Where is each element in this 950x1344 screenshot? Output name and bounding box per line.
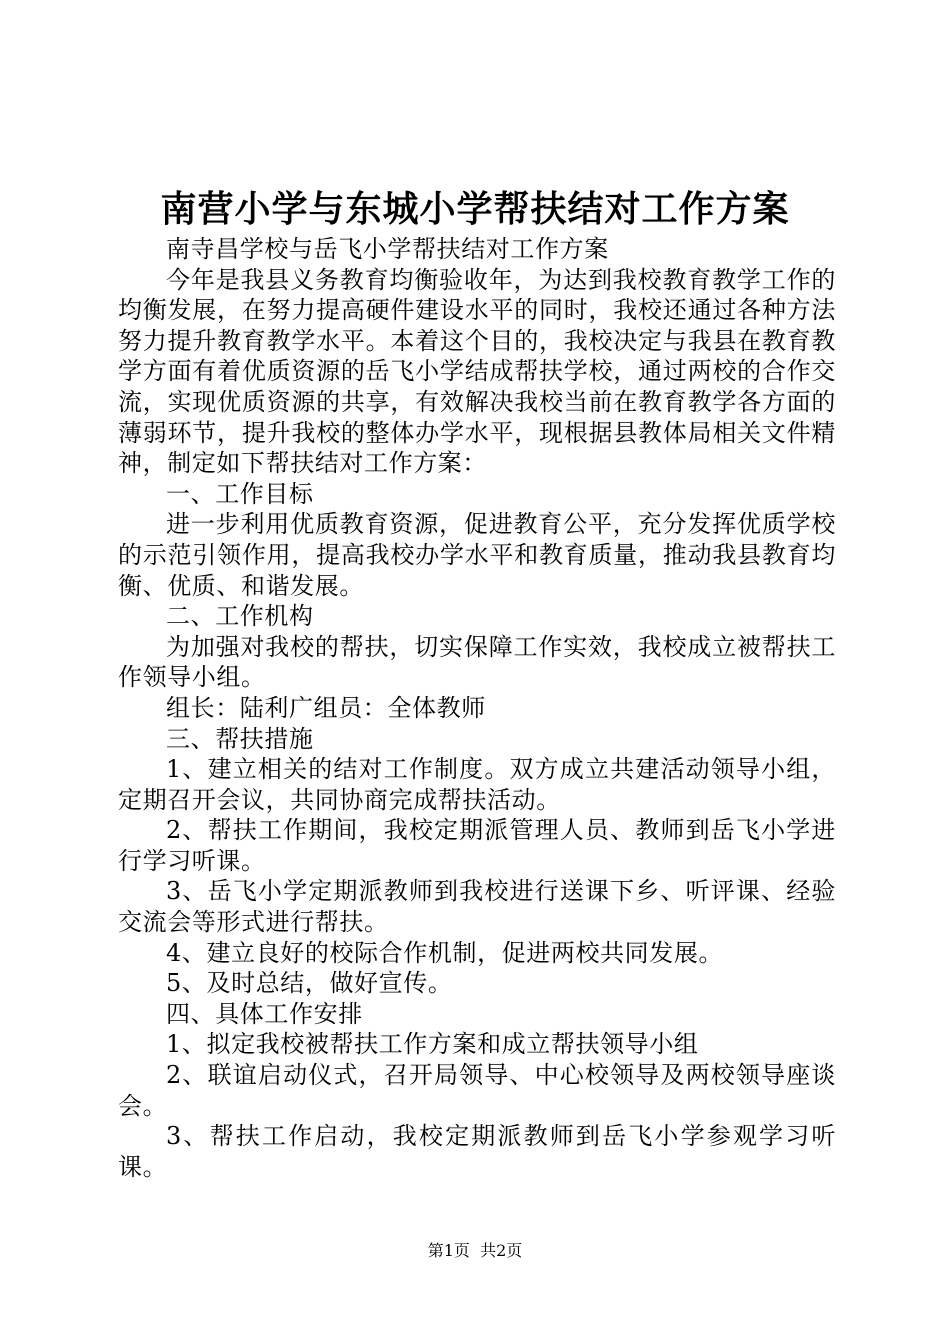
- section-heading-measures: 三、帮扶措施: [166, 724, 314, 753]
- page-number: 第1页: [427, 1241, 470, 1260]
- organization-paragraph: 为加强对我校的帮扶，切实保障工作实效，我校成立被帮扶工作领导小组。: [118, 632, 836, 692]
- document-title: 南营小学与东城小学帮扶结对工作方案: [160, 188, 790, 230]
- subtitle-paragraph: 南寺昌学校与岳飞小学帮扶结对工作方案: [166, 235, 609, 263]
- team-members-paragraph: 组长：陆利广组员：全体教师: [166, 693, 486, 722]
- document-body: [118, 234, 836, 1182]
- measure-item-4: 4、建立良好的校际合作机制，促进两校共同发展。: [166, 938, 724, 967]
- measure-item-5: 5、及时总结，做好宣传。: [166, 969, 453, 998]
- goals-paragraph: 进一步利用优质教育资源，促进教育公平，充分发挥优质学校的示范引领作用，提高我校办学水平和教育质量，推动我县教育均衡、优质、和谐发展。: [118, 510, 836, 600]
- measure-item-1: 1、建立相关的结对工作制度。双方成立共建活动领导小组，定期召开会议，共同协商完成帮扶活动。: [118, 755, 836, 814]
- measure-item-2: 2、帮扶工作期间，我校定期派管理人员、教师到岳飞小学进行学习听课。: [118, 816, 836, 875]
- section-heading-goals: 一、工作目标: [166, 479, 314, 508]
- section-heading-arrangements: 四、具体工作安排: [166, 999, 363, 1028]
- intro-paragraph: 今年是我县义务教育均衡验收年，为达到我校教育教学工作的均衡发展，在努力提高硬件建设水平的同时，我校还通过各种方法努力提升教育教学水平。本着这个目的，我校决定与我县在教育教学方面有着优质资源的岳飞小学结成帮扶学校，通过两校的合作交流，实现优质资源的共享，有效解决我校当前在教育教学各方面的薄弱环节，提升我校的整体办学水平，现根据县教体局相关文件精神，制定如下帮扶结对工作方案：: [118, 265, 836, 478]
- arrangement-item-1: 1、拟定我校被帮扶工作方案和成立帮扶领导小组: [166, 1030, 699, 1059]
- section-heading-organization: 二、工作机构: [166, 602, 314, 631]
- arrangement-item-3: 3、帮扶工作启动，我校定期派教师到岳飞小学参观学习听课。: [118, 1122, 836, 1181]
- page-total: 共2页: [480, 1241, 523, 1260]
- arrangement-item-2: 2、联谊启动仪式，召开局领导、中心校领导及两校领导座谈会。: [118, 1061, 836, 1120]
- measure-item-3: 3、岳飞小学定期派教师到我校进行送课下乡、听评课、经验交流会等形式进行帮扶。: [118, 877, 836, 937]
- page-footer: [0, 1240, 950, 1262]
